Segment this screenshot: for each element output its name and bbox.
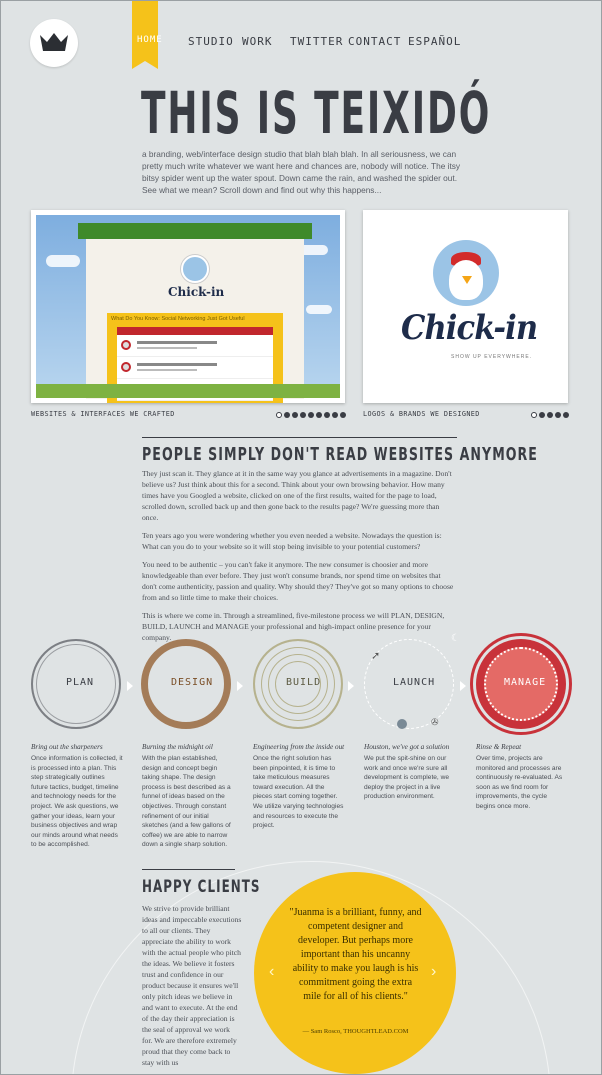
pager-dot[interactable] bbox=[555, 412, 561, 418]
website-showcase[interactable] bbox=[31, 210, 345, 403]
logo-showcase[interactable] bbox=[363, 210, 568, 403]
crown-logo[interactable] bbox=[30, 19, 78, 67]
divider bbox=[142, 437, 457, 438]
plan-subtitle: Bring out the sharpeners bbox=[31, 743, 103, 751]
pager-dot[interactable] bbox=[308, 412, 314, 418]
nav-twitter[interactable]: TWITTER bbox=[290, 35, 344, 48]
launch-description: We put the spit-shine on our work and once we're sure all development is complete, we deploy the project in a live production environment. bbox=[364, 755, 450, 801]
testimonial-attribution: — Sam Rosco, THOUGHTLEAD.COM bbox=[302, 1028, 409, 1035]
chick-icon bbox=[181, 255, 209, 283]
website-pagination bbox=[276, 412, 346, 418]
launch-label: LAUNCH bbox=[393, 677, 436, 688]
paragraph: Ten years ago you were wondering whether you even needed a website. Nowadays the question is: What can you do to your website so it will stop being invisible to your potential customers? bbox=[142, 531, 442, 551]
pager-dot[interactable] bbox=[539, 412, 545, 418]
plan-label: PLAN bbox=[66, 677, 95, 688]
body-copy bbox=[142, 468, 454, 650]
manage-subtitle: Rinse & Repeat bbox=[476, 743, 522, 751]
launch-subtitle: Houston, we've got a solution bbox=[364, 743, 450, 751]
pager-dot[interactable] bbox=[324, 412, 330, 418]
clients-text: We strive to provide brilliant ideas and impeccable executions to all our clients. They appreciate the ability to work with the actual people who pitch the ideas. We believe it fosters trust and confidence in our product because it ensures we'll only pitch ideas we believe in and want to execute. At the end of the day their appreciation is the seal of approval we work for. We are therefore extremely proud that they come back to stay with us bbox=[142, 904, 242, 1067]
pager-dot[interactable] bbox=[276, 412, 282, 418]
pager-dot[interactable] bbox=[316, 412, 322, 418]
nav-work[interactable]: WORK bbox=[242, 35, 273, 48]
pager-dot[interactable] bbox=[300, 412, 306, 418]
nav-studio[interactable]: STUDIO bbox=[188, 35, 234, 48]
chevron-right-icon[interactable]: › bbox=[431, 963, 437, 980]
logos-caption: LOGOS & BRANDS WE DESIGNED bbox=[363, 410, 480, 418]
clients-heading: HAPPY CLIENTS bbox=[142, 877, 261, 897]
nav-home-label: HOME bbox=[137, 35, 163, 45]
pager-dot[interactable] bbox=[292, 412, 298, 418]
design-description: With the plan established, design and concept begin taking shape. The design process is best described as a funnel of ideas based on the objectives. Through constant refinement of our initial sketches (and a few gallons of coffee) we are able to narrow down a single sharp solution. bbox=[142, 755, 231, 849]
moon-icon: ☾ bbox=[451, 633, 460, 644]
crown-icon bbox=[39, 31, 69, 53]
paragraph: You need to be authentic – you can't fake it anymore. The new consumer is choosier and more knowledgeable than ever before. They just won't consume brands, nor spend time on websites that don't come authenticity, passion and quality. Why should they? They've got so many options to choose from and so little time to make their choices. bbox=[142, 560, 454, 602]
page-title: THIS IS TEIXIDÓ bbox=[141, 79, 492, 147]
pager-dot[interactable] bbox=[563, 412, 569, 418]
pager-dot[interactable] bbox=[547, 412, 553, 418]
design-subtitle: Burning the midnight oil bbox=[142, 743, 213, 751]
chicken-logo-icon bbox=[433, 240, 499, 306]
build-subtitle: Engineering from the inside out bbox=[253, 743, 345, 751]
pager-dot[interactable] bbox=[284, 412, 290, 418]
nav-contact[interactable]: CONTACT bbox=[348, 35, 402, 48]
design-label: DESIGN bbox=[171, 677, 214, 688]
chick-tagline: SHOW UP EVERYWHERE. bbox=[451, 354, 533, 360]
paragraph: This is where we come in. Through a streamlined, five-milestone process we will PLAN, DESIGN, BUILD, LAUNCH and MANAGE your professional and high-impact online presence for your company. bbox=[142, 611, 445, 642]
planet-icon bbox=[397, 719, 407, 729]
build-description: Once the right solution has been pinpointed, it is time to take meticulous measures toward execution. All the pieces start coming together. We utilize varying technologies and resources to execute the project. bbox=[253, 755, 344, 830]
pager-dot[interactable] bbox=[332, 412, 338, 418]
showcase-illustration bbox=[36, 215, 340, 398]
arrow-icon bbox=[348, 681, 354, 691]
intro-text: a branding, web/interface design studio that blah blah blah. In all seriousness, we can pretty much write whatever we want here and chances are, nobody will notice. The itsy bitsy spider went up the water spout. Down came the rain, and washed the spider out. See what we mean? Scroll down and find out why this happens... bbox=[142, 149, 461, 195]
nav-home[interactable] bbox=[132, 1, 163, 61]
plan-description: Once information is collected, it is processed into a plan. This step strategically outlines future tactics, budget, timeline and technology needs for the project. We ask questions, we gather your ideas, learn your business objectives and wrap our minds around what needs to be accomplished. bbox=[31, 755, 123, 849]
chick-brand-small: Chick-in bbox=[168, 285, 225, 299]
build-label: BUILD bbox=[286, 677, 322, 688]
rocket-icon: ➚ bbox=[371, 650, 381, 662]
arrow-icon bbox=[237, 681, 243, 691]
building bbox=[86, 233, 304, 399]
nav-espanol[interactable]: ESPAÑOL bbox=[408, 35, 462, 48]
paragraph: They just scan it. They glance at it in the same way you glance at advertisements in a magazine. Don't believe us? Just think about this for a second. Think about your own browsing behavior. How many times have you Googled a website, clicked on one of the first results, waited for the page to load, scrolled down, scrolled back up and then gone back to the results page? We're guessing more than once. bbox=[142, 469, 452, 522]
pager-dot[interactable] bbox=[340, 412, 346, 418]
websites-caption: WEBSITES & INTERFACES WE CRAFTED bbox=[31, 410, 175, 418]
chevron-left-icon[interactable]: ‹ bbox=[269, 963, 275, 980]
arrow-icon bbox=[127, 681, 133, 691]
section-heading: PEOPLE SIMPLY DON'T READ WEBSITES ANYMORE bbox=[142, 444, 538, 465]
pager-dot[interactable] bbox=[531, 412, 537, 418]
arrow-icon bbox=[460, 681, 466, 691]
chick-brand: Chick-in bbox=[401, 308, 538, 348]
logo-pagination bbox=[531, 412, 569, 418]
satellite-icon: ✇ bbox=[431, 717, 439, 727]
testimonial-quote: "Juanma is a brilliant, funny, and competent designer and developer. But perhaps more important than his uncanny ability to make you laugh is his commitment going the extra mile for all of his clients." bbox=[289, 907, 422, 1002]
manage-label: MANAGE bbox=[504, 677, 547, 688]
panel-title: What Do You Know: Social Networking Just Got Useful bbox=[111, 316, 245, 322]
divider bbox=[142, 869, 235, 870]
manage-description: Over time, projects are monitored and processes are continuously re-evaluated. As soon as we find room for improvements, the cycle begins once more. bbox=[476, 755, 563, 810]
